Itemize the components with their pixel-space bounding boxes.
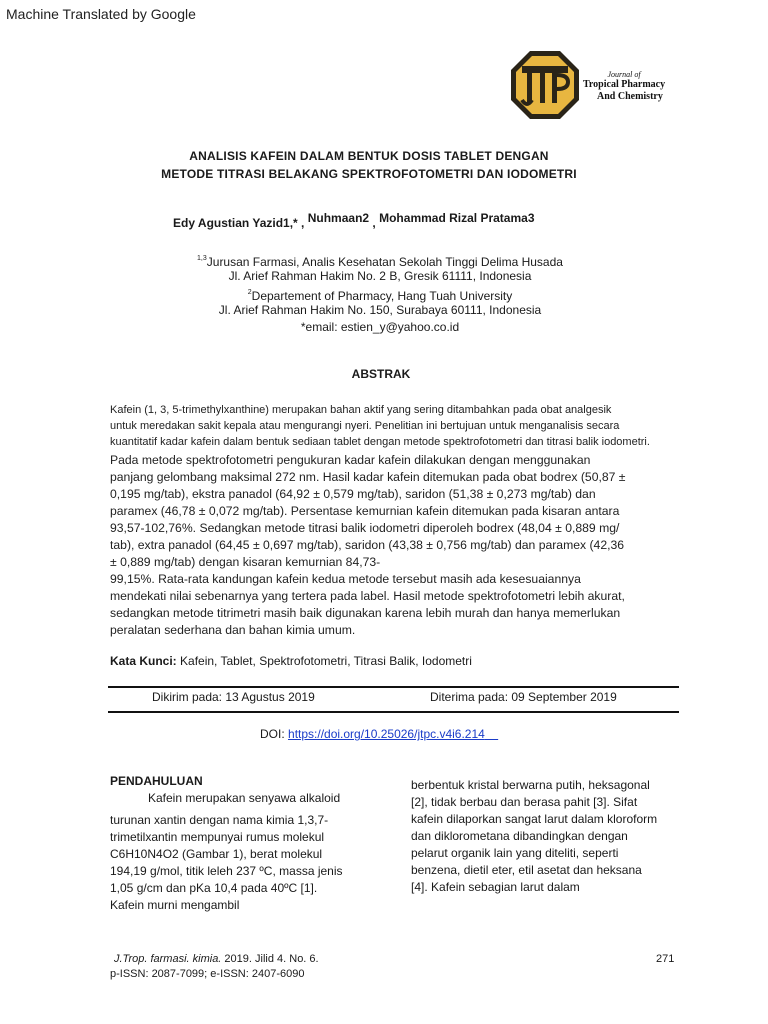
journal-name-line3: And Chemistry <box>597 91 663 102</box>
author-email: *email: estien_y@yahoo.co.id <box>300 320 460 334</box>
author-separator: , <box>297 216 308 230</box>
abstract-line: panjang gelombang maksimal 272 nm. Hasil kadar kafein ditemukan pada obat bodrex (50,87 ± <box>110 470 626 484</box>
jtpc-logo-icon <box>510 50 580 120</box>
intro-left-line: turunan xantin dengan nama kimia 1,3,7- <box>110 813 329 827</box>
keywords-list: Kafein, Tablet, Spektrofotometri, Titrasi Balik, Iodometri <box>176 654 472 668</box>
author-list <box>173 211 535 230</box>
intro-right-line: kafein dilaporkan sangat larut dalam kloroform <box>411 812 658 826</box>
machine-translated-banner: Machine Translated by Google <box>6 6 196 22</box>
intro-right-line: benzena, dietil eter, etil asetat dan heksana <box>411 863 642 877</box>
section-heading-introduction: PENDAHULUAN <box>110 774 203 788</box>
journal-logo <box>510 50 580 120</box>
intro-right-line: [2], tidak berbau dan berasa pahit [3]. Sifat <box>411 795 638 809</box>
footer-issn: p-ISSN: 2087-7099; e-ISSN: 2407-6090 <box>110 968 305 980</box>
intro-right-line: berbentuk kristal berwarna putih, heksagonal <box>411 778 650 792</box>
intro-left-line: trimetilxantin mempunyai rumus molekul <box>110 830 325 844</box>
abstract-line: paramex (46,78 ± 0,072 mg/tab). Persentase kemurnian kafein ditemukan pada kisaran antara <box>110 504 620 518</box>
abstract-line: 0,195 mg/tab), ekstra panadol (64,92 ± 0,579 mg/tab), saridon (51,38 ± 0,273 mg/tab) dan <box>110 487 596 501</box>
abstract-line: sedangkan metode titrimetri masih baik digunakan karena lebih murah dan hanya memerlukan <box>110 606 621 620</box>
author-3: Mohammad Rizal Pratama3 <box>379 211 535 225</box>
doi <box>260 727 498 741</box>
affiliation-sup: 2 <box>247 289 252 296</box>
intro-left-line: Kafein murni mengambil <box>110 898 240 912</box>
intro-left-line: 194,19 g/mol, titik leleh 237 ºC, massa jenis <box>110 864 343 878</box>
author-separator: , <box>369 216 380 230</box>
footer-volume: 2019. Jilid 4. No. 6. <box>221 953 319 965</box>
affiliation-line3: $^2$Departement of Pharmacy, Hang Tuah University <box>247 289 513 303</box>
abstract-line: kuantitatif kadar kafein dalam bentuk sediaan tablet dengan metode spektrofotometri dan titrasi balik iodometri. <box>110 436 650 448</box>
keywords <box>110 654 472 668</box>
intro-left-line: C6H10N4O2 (Gambar 1), berat molekul <box>110 847 323 861</box>
date-rule-bottom <box>108 711 679 713</box>
intro-right-line: [4]. Kafein sebagian larut dalam <box>411 880 580 894</box>
abstract-line: 99,15%. Rata-rata kandungan kafein kedua metode tersebut masih ada kesesuaiannya <box>110 572 581 586</box>
affiliation-line2: Jl. Arief Rahman Hakim No. 2 B, Gresik 61111, Indonesia <box>228 269 532 283</box>
intro-left-line: Kafein merupakan senyawa alkaloid <box>148 791 341 805</box>
doi-label: DOI: <box>260 727 289 741</box>
abstract-line: ± 0,889 mg/tab) dengan kisaran kemurnian 84,73- <box>110 555 381 569</box>
abstract-line: untuk meredakan sakit kepala atau mengurangi nyeri. Penelitian ini bertujuan untuk menganalisis secara <box>110 420 620 432</box>
doi-underline-tail <box>485 727 498 741</box>
submitted-date: Dikirim pada: 13 Agustus 2019 <box>152 690 315 704</box>
affiliation-line4: Jl. Arief Rahman Hakim No. 150, Surabaya 60111, Indonesia <box>218 303 542 317</box>
affiliation-line1: $^{1,3}$Jurusan Farmasi, Analis Kesehatan Sekolah Tinggi Delima Husada <box>197 255 563 269</box>
intro-right-line: pelarut organik lain yang diteliti, seperti <box>411 846 619 860</box>
abstract-line: Pada metode spektrofotometri pengukuran kadar kafein dilakukan dengan menggunakan <box>110 453 591 467</box>
abstract-line: mendekati nilai sebenarnya yang tertera pada label. Hasil metode spektrofotometri lebih akurat, <box>110 589 625 603</box>
intro-left-line: 1,05 g/cm dan pKa 10,4 pada 40ºC [1]. <box>110 881 318 895</box>
abstract-heading: ABSTRAK <box>351 367 411 381</box>
paper-title-line1: ANALISIS KAFEIN DALAM BENTUK DOSIS TABLET DENGAN <box>189 149 549 163</box>
author-1: Edy Agustian Yazid1,* <box>173 216 298 230</box>
footer-journal-abbrev: J.Trop. farmasi. kimia. <box>114 953 222 965</box>
date-rule-top <box>108 686 679 688</box>
keywords-label: Kata Kunci: <box>110 654 177 668</box>
journal-name <box>583 70 665 103</box>
affiliation-sup: 1,3 <box>197 255 207 262</box>
paper-title-line2: METODE TITRASI BELAKANG SPEKTROFOTOMETRI DAN IODOMETRI <box>161 167 577 181</box>
journal-name-line1: Journal of <box>607 70 641 79</box>
page-number: 271 <box>656 953 675 965</box>
accepted-date: Diterima pada: 09 September 2019 <box>430 690 617 704</box>
abstract-line: 93,57-102,76%. Sedangkan metode titrasi balik iodometri diperoleh bodrex (48,04 ± 0,889 mg/ <box>110 521 620 535</box>
intro-right-line: dan diklorometana dibandingkan dengan <box>411 829 628 843</box>
footer-citation <box>114 952 319 967</box>
journal-name-line2: Tropical Pharmacy <box>583 79 666 90</box>
author-2: Nuhmaan2 <box>307 211 370 225</box>
abstract-line: tab), extra panadol (64,45 ± 0,697 mg/tab), saridon (43,38 ± 0,756 mg/tab) dan paramex (42,36 <box>110 538 625 552</box>
abstract-line: Kafein (1, 3, 5-trimethylxanthine) merupakan bahan aktif yang sering ditambahkan pada obat analgesik <box>110 404 612 416</box>
doi-link[interactable]: https://doi.org/10.25026/jtpc.v4i6.214 <box>288 727 485 741</box>
abstract-line: peralatan sederhana dan bahan kimia umum. <box>110 623 356 637</box>
